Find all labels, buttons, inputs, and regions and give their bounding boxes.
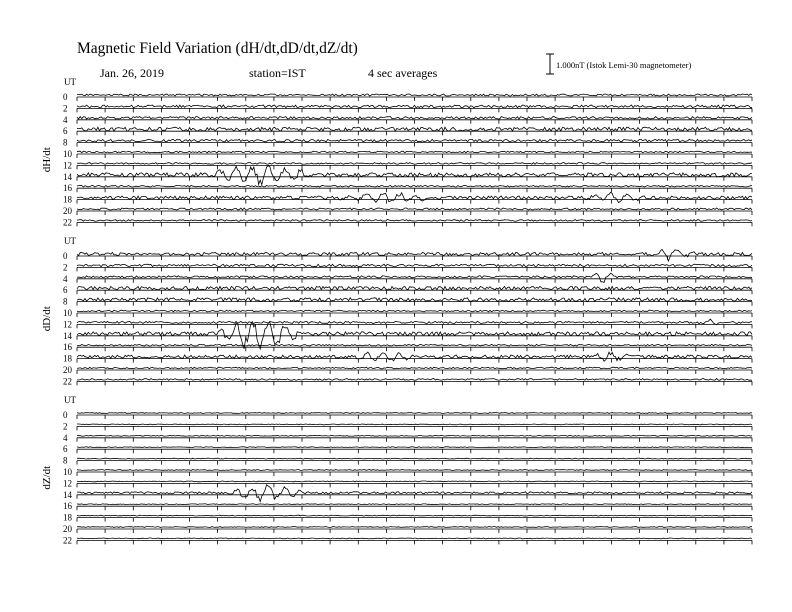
series-trace-8	[77, 458, 752, 459]
series-trace-10	[77, 310, 752, 312]
row-axis	[77, 426, 752, 430]
ut-axis-label: UT	[64, 236, 76, 246]
ut-row-label: 2	[63, 262, 68, 273]
ut-row-label: 10	[63, 308, 72, 318]
scale-bar	[546, 54, 692, 74]
series-trace-10	[77, 151, 752, 153]
row-axis	[77, 449, 752, 453]
ut-row-label: 12	[63, 160, 72, 171]
series-trace-6	[77, 127, 752, 131]
series-trace-22	[77, 538, 752, 539]
row-axis	[77, 256, 752, 260]
ut-row-label: 22	[63, 217, 72, 228]
row-axis	[77, 120, 752, 124]
series-trace-2	[77, 264, 752, 266]
ut-row-label: 18	[63, 353, 72, 364]
scale-bar-label: 1.000nT (Istok Lemi-30 magnetometer)	[556, 60, 692, 70]
ut-row-label: 20	[63, 206, 72, 216]
ut-row-label: 14	[63, 489, 72, 500]
ut-row-label: 6	[63, 285, 68, 296]
series-trace-12	[77, 319, 752, 325]
ut-row-label: 6	[63, 444, 68, 455]
series-trace-6	[77, 447, 752, 448]
series-trace-20	[77, 208, 752, 210]
ut-row-label: 8	[63, 137, 68, 148]
ut-row-label: 18	[63, 194, 72, 205]
row-axis	[77, 200, 752, 204]
averaging-label: 4 sec averages	[368, 66, 438, 80]
series-trace-22	[77, 379, 752, 381]
component-ylabel: dZ/dt	[41, 465, 53, 490]
series-trace-18	[77, 515, 752, 516]
ut-row-label: 16	[63, 183, 72, 194]
ut-row-label: 2	[63, 103, 68, 114]
ut-row-label: 0	[63, 410, 68, 420]
row-axis	[77, 290, 752, 294]
ut-row-label: 20	[63, 365, 72, 375]
row-axis	[77, 97, 752, 101]
panel-dD-per-dt	[41, 236, 752, 386]
ut-row-label: 16	[63, 342, 72, 353]
series-trace-10	[77, 470, 752, 471]
ut-row-label: 0	[63, 251, 68, 261]
row-axis	[77, 461, 752, 465]
ut-row-label: 18	[63, 512, 72, 523]
ut-row-label: 8	[63, 296, 68, 307]
ut-axis-label: UT	[64, 77, 76, 87]
ut-row-label: 22	[63, 376, 72, 387]
series-trace-0	[77, 94, 752, 96]
series-trace-12	[77, 481, 752, 482]
row-axis	[77, 483, 752, 487]
series-trace-2	[77, 424, 752, 425]
series-trace-6	[77, 286, 752, 290]
row-axis	[77, 381, 752, 385]
series-trace-22	[77, 220, 752, 222]
ut-row-label: 4	[63, 273, 68, 284]
row-axis	[77, 438, 752, 442]
ut-row-label: 12	[63, 319, 72, 330]
row-axis	[77, 154, 752, 158]
row-axis	[77, 177, 752, 181]
component-ylabel: dH/dt	[41, 147, 53, 173]
panels	[41, 77, 752, 545]
series-trace-12	[77, 163, 752, 165]
row-axis	[77, 336, 752, 340]
panel-dZ-per-dt	[41, 395, 752, 545]
row-axis	[77, 302, 752, 306]
row-axis	[77, 131, 752, 135]
ut-row-label: 14	[63, 171, 72, 182]
ut-row-label: 14	[63, 330, 72, 341]
series-trace-8	[77, 139, 752, 141]
ut-row-label: 12	[63, 478, 72, 489]
series-trace-16	[77, 504, 752, 505]
row-axis	[77, 165, 752, 169]
series-trace-16	[77, 185, 752, 187]
ut-row-label: 16	[63, 501, 72, 512]
ut-row-label: 4	[63, 114, 68, 125]
row-axis	[77, 188, 752, 192]
series-trace-4	[77, 435, 752, 436]
series-trace-0	[77, 413, 752, 414]
row-axis	[77, 222, 752, 226]
row-axis	[77, 211, 752, 215]
row-axis	[77, 267, 752, 271]
date-label: Jan. 26, 2019	[100, 66, 164, 80]
series-trace-20	[77, 527, 752, 528]
series-trace-4	[77, 117, 752, 119]
panel-dH-per-dt	[41, 77, 752, 227]
ut-row-label: 22	[63, 535, 72, 546]
row-axis	[77, 143, 752, 147]
series-trace-16	[77, 344, 752, 346]
row-axis	[77, 108, 752, 112]
ut-row-label: 0	[63, 92, 68, 102]
row-axis	[77, 347, 752, 351]
row-axis	[77, 370, 752, 374]
row-axis	[77, 518, 752, 522]
station-label: station=IST	[249, 66, 306, 80]
series-trace-8	[77, 298, 752, 302]
row-axis	[77, 359, 752, 363]
row-axis	[77, 313, 752, 317]
series-trace-20	[77, 367, 752, 369]
series-trace-2	[77, 105, 752, 108]
ut-row-label: 4	[63, 432, 68, 443]
ut-row-label: 6	[63, 126, 68, 137]
component-ylabel: dD/dt	[41, 306, 53, 332]
ut-row-label: 2	[63, 421, 68, 432]
row-axis	[77, 415, 752, 419]
row-axis	[77, 472, 752, 476]
ut-row-label: 8	[63, 455, 68, 466]
ut-axis-label: UT	[64, 395, 76, 405]
chart-title: Magnetic Field Variation (dH/dt,dD/dt,dZ/dt)	[77, 40, 358, 57]
ut-row-label: 10	[63, 467, 72, 477]
row-axis	[77, 279, 752, 283]
row-axis	[77, 324, 752, 328]
ut-row-label: 10	[63, 149, 72, 159]
row-axis	[77, 540, 752, 544]
row-axis	[77, 495, 752, 499]
row-axis	[77, 506, 752, 510]
row-axis	[77, 529, 752, 533]
ut-row-label: 20	[63, 524, 72, 534]
